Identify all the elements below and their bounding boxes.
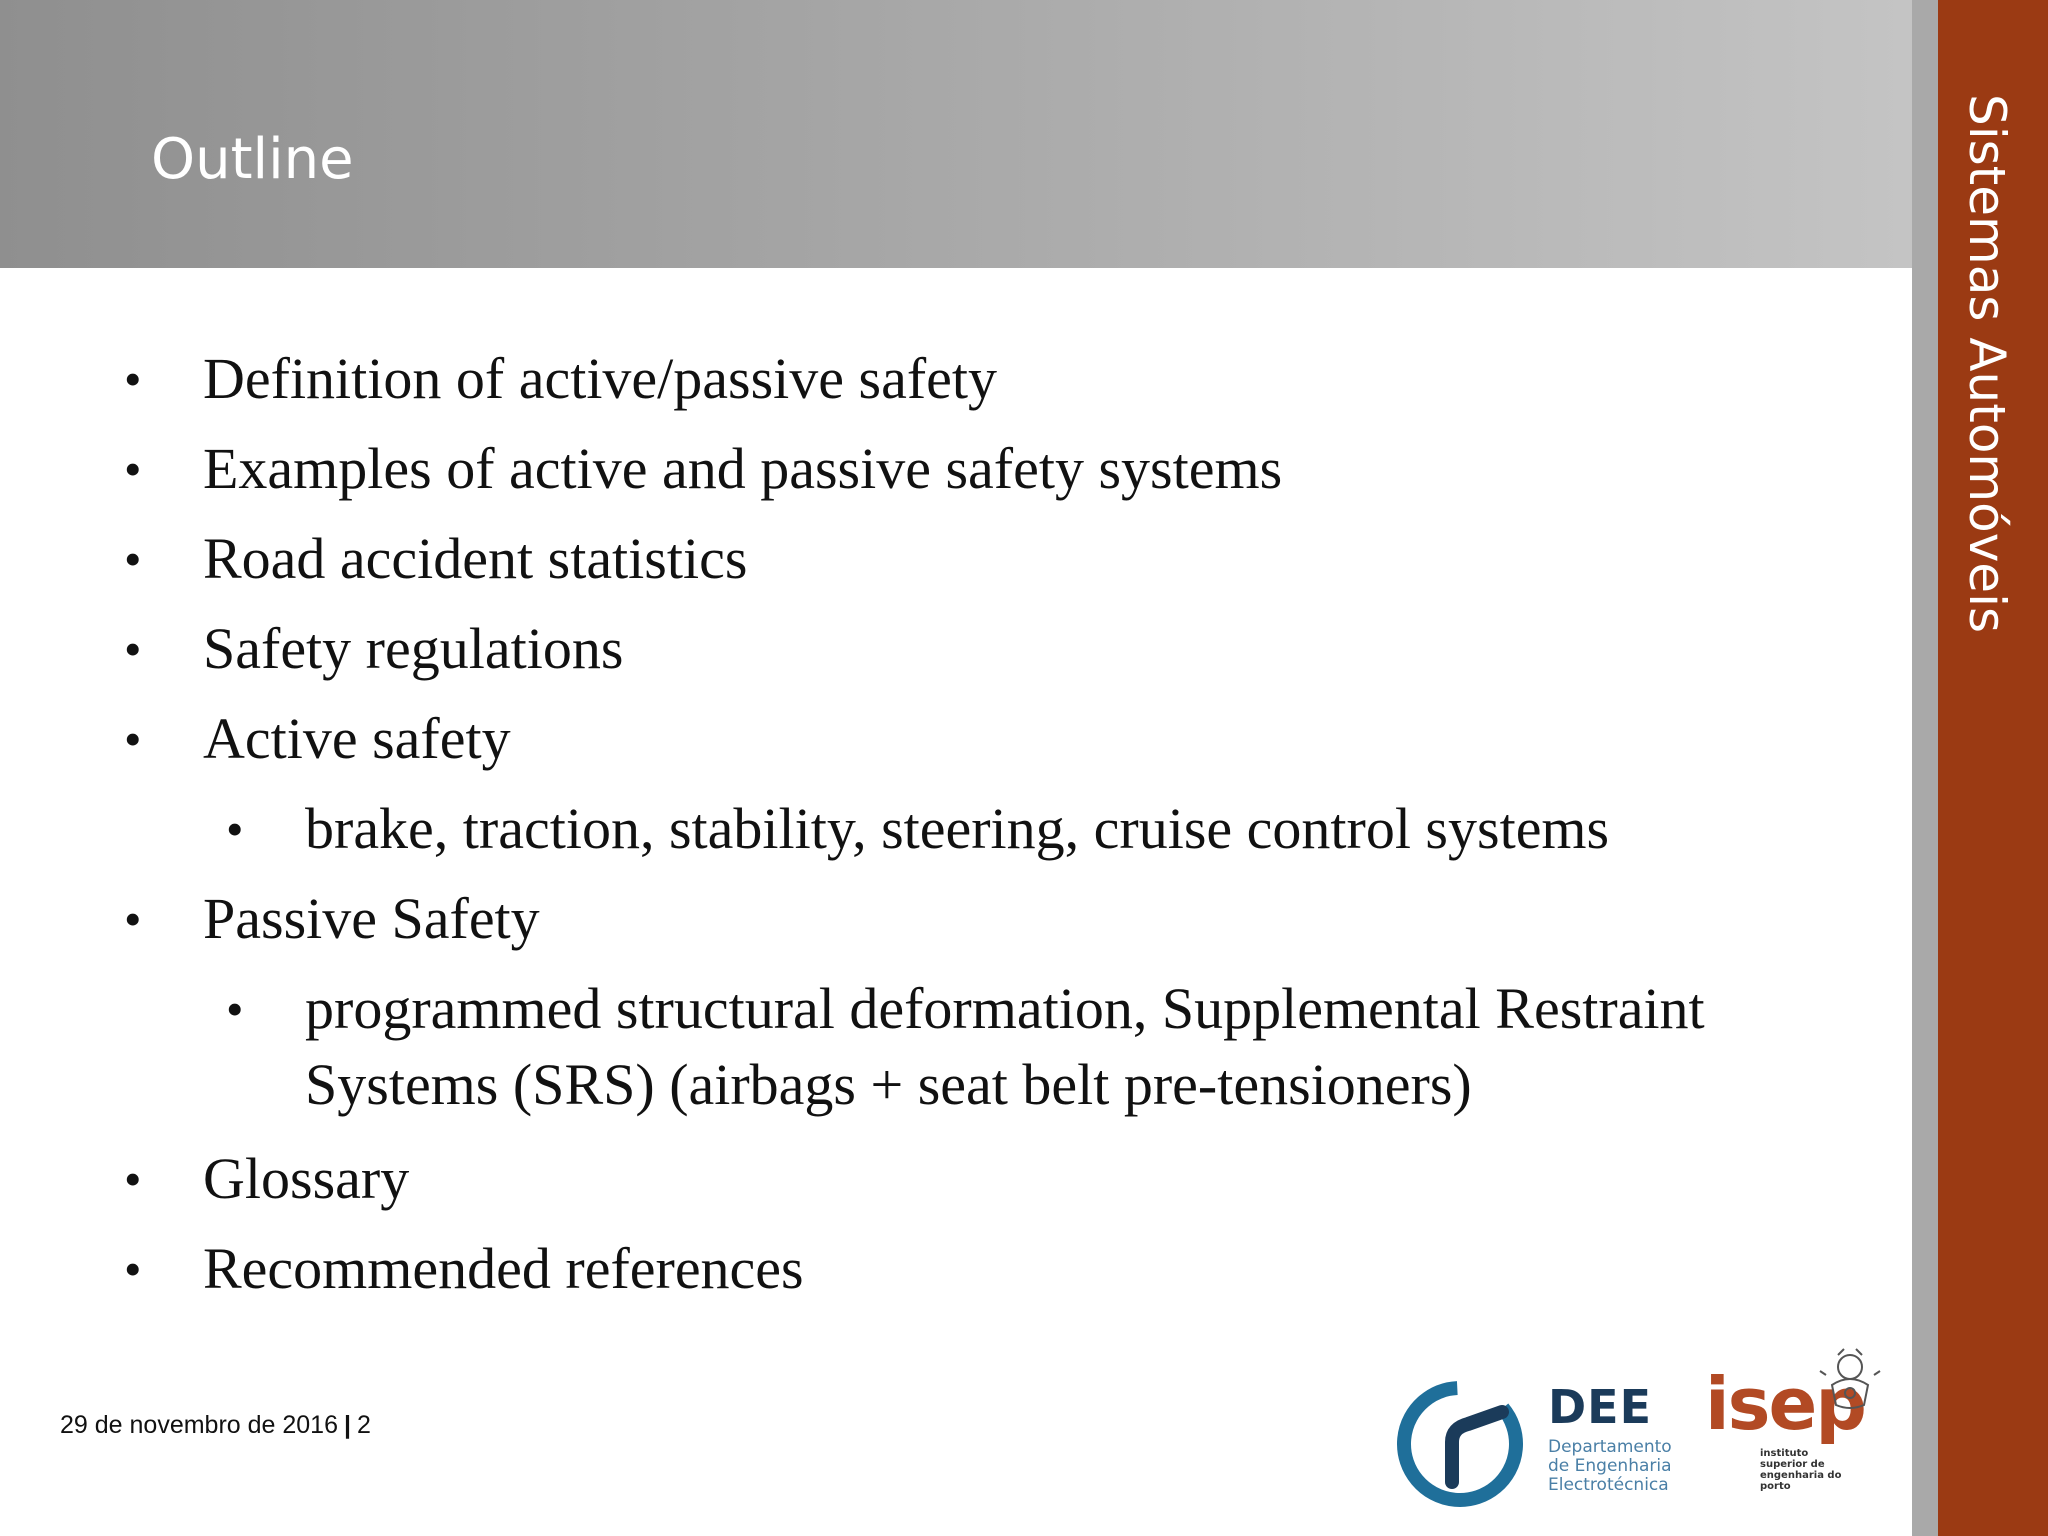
sub-list-item: • programmed structural deformation, Supplemental Restraint Systems (SRS) (airbags + seat belt pre-tensioners): [0, 971, 1900, 1123]
list-item: • Safety regulations: [124, 616, 624, 681]
list-item: • Glossary: [124, 1146, 410, 1211]
bullet: •: [226, 981, 244, 1037]
dee-logo-icon: [1390, 1372, 1530, 1512]
bullet: •: [124, 711, 142, 767]
footer: [60, 1411, 371, 1440]
dee-logo-text: DEE Departamento de Engenharia Electrotécnica: [1548, 1380, 1672, 1495]
slide-header: [0, 0, 1912, 268]
page-number: 2: [357, 1411, 371, 1439]
bullet: •: [124, 1241, 142, 1297]
footer-date: 29 de novembro de 2016: [60, 1411, 338, 1439]
list-item: • Passive Safety: [124, 886, 540, 951]
isep-logo-text: isep: [1705, 1362, 1865, 1446]
list-item: • Active safety: [124, 706, 511, 771]
bullet: •: [124, 351, 142, 407]
footer-separator: |: [344, 1411, 351, 1439]
bullet: •: [124, 441, 142, 497]
bullet: •: [124, 531, 142, 587]
sidebar-label: Sistemas Automóveis: [1958, 94, 2016, 634]
list-item: • Recommended references: [124, 1236, 804, 1301]
isep-logo-subtitle: instituto superior de engenharia do porto: [1760, 1448, 1842, 1492]
bullet: •: [226, 801, 244, 857]
list-item: • Definition of active/passive safety: [124, 346, 998, 411]
bullet: •: [124, 1151, 142, 1207]
slide-title: Outline: [151, 127, 354, 192]
bullet: •: [124, 891, 142, 947]
sidebar-divider: [1912, 0, 1938, 1536]
list-item: • Examples of active and passive safety systems: [124, 436, 1283, 501]
outline-list: [0, 345, 1900, 1325]
sub-list-item: • brake, traction, stability, steering, cruise control systems: [226, 796, 1610, 861]
bullet: •: [124, 621, 142, 677]
list-item: • Road accident statistics: [124, 526, 748, 591]
isep-emblem-icon: [1818, 1345, 1882, 1415]
